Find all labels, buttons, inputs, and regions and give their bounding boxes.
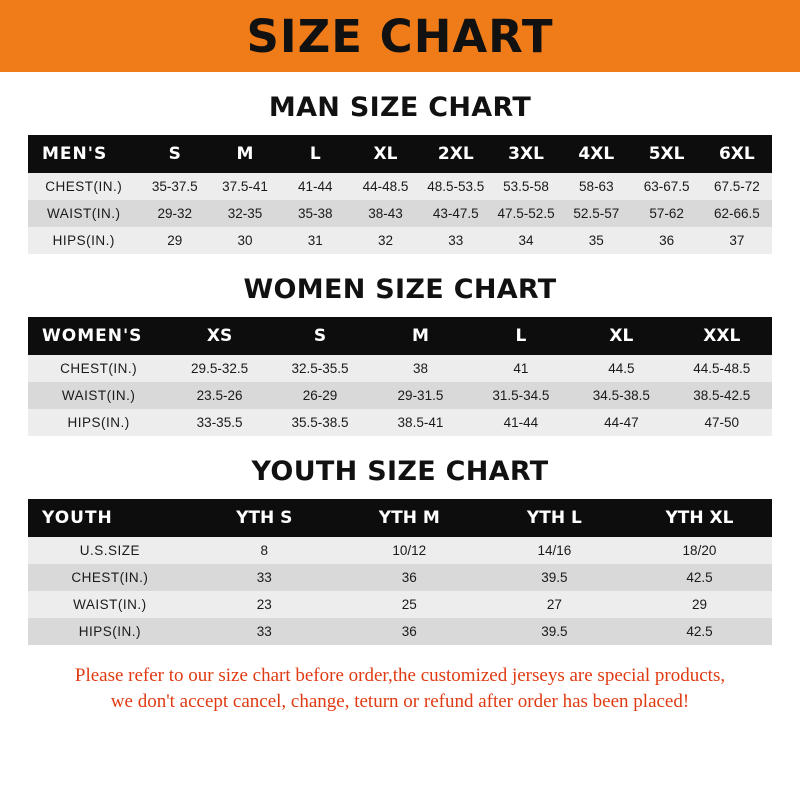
column-header: MEN'S	[42, 144, 108, 164]
table-cell: 31.5-34.5	[471, 382, 571, 409]
table-cell: 32-35	[210, 200, 280, 227]
table-cell: 34.5-38.5	[571, 382, 671, 409]
table-cell: 52.5-57	[561, 200, 631, 227]
table-cell: 10/12	[337, 537, 482, 564]
table-cell: 37.5-41	[210, 173, 280, 200]
table-cell: 48.5-53.5	[421, 173, 491, 200]
header-band	[0, 0, 800, 72]
table-cell: 36	[631, 227, 701, 254]
column-header: YTH S	[236, 508, 293, 528]
column-header: M	[411, 326, 429, 346]
table-cell: 67.5-72	[702, 173, 772, 200]
column-header: 4XL	[578, 144, 615, 164]
table-cell: 35	[561, 227, 631, 254]
table-cell: 41-44	[471, 409, 571, 436]
table-row	[28, 382, 772, 409]
table-cell: 44.5-48.5	[672, 355, 772, 382]
table-cell: 38-43	[350, 200, 420, 227]
table-cell: 62-66.5	[702, 200, 772, 227]
column-header: XL	[373, 144, 398, 164]
table-cell: 41-44	[280, 173, 350, 200]
table-cell: 33-35.5	[169, 409, 269, 436]
table-cell: 36	[337, 564, 482, 591]
table-cell: 44.5	[571, 355, 671, 382]
row-label: CHEST(IN.)	[28, 355, 169, 382]
table-cell: 42.5	[627, 618, 772, 645]
table-cell: 57-62	[631, 200, 701, 227]
page-title: SIZE CHART	[246, 9, 554, 63]
table-cell: 63-67.5	[631, 173, 701, 200]
men-size-table	[28, 135, 772, 254]
table-cell: 32.5-35.5	[270, 355, 370, 382]
table-cell: 18/20	[627, 537, 772, 564]
row-label: HIPS(IN.)	[28, 618, 192, 645]
table-row	[28, 409, 772, 436]
table-cell: 29-32	[140, 200, 210, 227]
table-cell: 29	[627, 591, 772, 618]
table-cell: 32	[350, 227, 420, 254]
column-header: S	[313, 326, 327, 346]
table-cell: 38.5-42.5	[672, 382, 772, 409]
table-row	[28, 537, 772, 564]
section-title-youth: YOUTH SIZE CHART	[251, 456, 549, 487]
table-header-row	[28, 317, 772, 355]
section-title-men: MAN SIZE CHART	[268, 92, 532, 123]
row-label: HIPS(IN.)	[28, 409, 169, 436]
row-label: U.S.SIZE	[28, 537, 192, 564]
table-header-row	[28, 499, 772, 537]
table-cell: 35.5-38.5	[270, 409, 370, 436]
column-header: L	[515, 326, 527, 346]
column-header: M	[236, 144, 254, 164]
table-cell: 42.5	[627, 564, 772, 591]
table-cell: 36	[337, 618, 482, 645]
footer-line-2: we don't accept cancel, change, teturn or refund after order has been placed!	[110, 690, 690, 712]
section-title-women: WOMEN SIZE CHART	[243, 274, 557, 305]
table-cell: 27	[482, 591, 627, 618]
table-cell: 34	[491, 227, 561, 254]
table-cell: 29-31.5	[370, 382, 470, 409]
column-header: XL	[609, 326, 634, 346]
table-cell: 33	[192, 564, 337, 591]
table-cell: 33	[192, 618, 337, 645]
column-header: L	[309, 144, 321, 164]
table-cell: 25	[337, 591, 482, 618]
row-label: WAIST(IN.)	[28, 382, 169, 409]
column-header: YTH XL	[665, 508, 734, 528]
column-header: S	[168, 144, 181, 164]
column-header: YTH M	[378, 508, 440, 528]
table-cell: 30	[210, 227, 280, 254]
table-cell: 29.5-32.5	[169, 355, 269, 382]
table-row	[28, 227, 772, 254]
column-header: 5XL	[648, 144, 685, 164]
table-cell: 38	[370, 355, 470, 382]
row-label: CHEST(IN.)	[28, 564, 192, 591]
column-header: 3XL	[508, 144, 544, 164]
column-header: YOUTH	[42, 508, 113, 528]
table-row	[28, 564, 772, 591]
column-header: XS	[206, 326, 233, 346]
content-area	[0, 92, 800, 645]
row-label: WAIST(IN.)	[28, 200, 140, 227]
table-cell: 8	[192, 537, 337, 564]
table-cell: 35-37.5	[140, 173, 210, 200]
table-cell: 58-63	[561, 173, 631, 200]
table-cell: 44-48.5	[350, 173, 420, 200]
table-cell: 31	[280, 227, 350, 254]
table-cell: 47.5-52.5	[491, 200, 561, 227]
table-row	[28, 355, 772, 382]
column-header: 6XL	[718, 144, 755, 164]
table-cell: 35-38	[280, 200, 350, 227]
table-cell: 41	[471, 355, 571, 382]
table-cell: 44-47	[571, 409, 671, 436]
youth-size-table	[28, 499, 772, 645]
column-header: XXL	[703, 326, 741, 346]
column-header: 2XL	[437, 144, 474, 164]
table-row	[28, 173, 772, 200]
table-cell: 43-47.5	[421, 200, 491, 227]
table-header-row	[28, 135, 772, 173]
column-header: WOMEN'S	[42, 326, 143, 346]
table-cell: 47-50	[672, 409, 772, 436]
table-cell: 38.5-41	[370, 409, 470, 436]
table-cell: 26-29	[270, 382, 370, 409]
row-label: WAIST(IN.)	[28, 591, 192, 618]
footer-line-1: Please refer to our size chart before order,the customized jerseys are special products,	[74, 665, 726, 686]
table-cell: 53.5-58	[491, 173, 561, 200]
table-cell: 29	[140, 227, 210, 254]
women-size-table	[28, 317, 772, 436]
row-label: HIPS(IN.)	[28, 227, 140, 254]
table-cell: 23	[192, 591, 337, 618]
table-cell: 37	[702, 227, 772, 254]
table-row	[28, 591, 772, 618]
table-cell: 23.5-26	[169, 382, 269, 409]
table-row	[28, 618, 772, 645]
table-cell: 33	[421, 227, 491, 254]
table-row	[28, 200, 772, 227]
row-label: CHEST(IN.)	[28, 173, 140, 200]
table-cell: 14/16	[482, 537, 627, 564]
table-cell: 39.5	[482, 618, 627, 645]
column-header: YTH L	[526, 508, 582, 528]
table-cell: 39.5	[482, 564, 627, 591]
footer-note	[0, 663, 800, 714]
